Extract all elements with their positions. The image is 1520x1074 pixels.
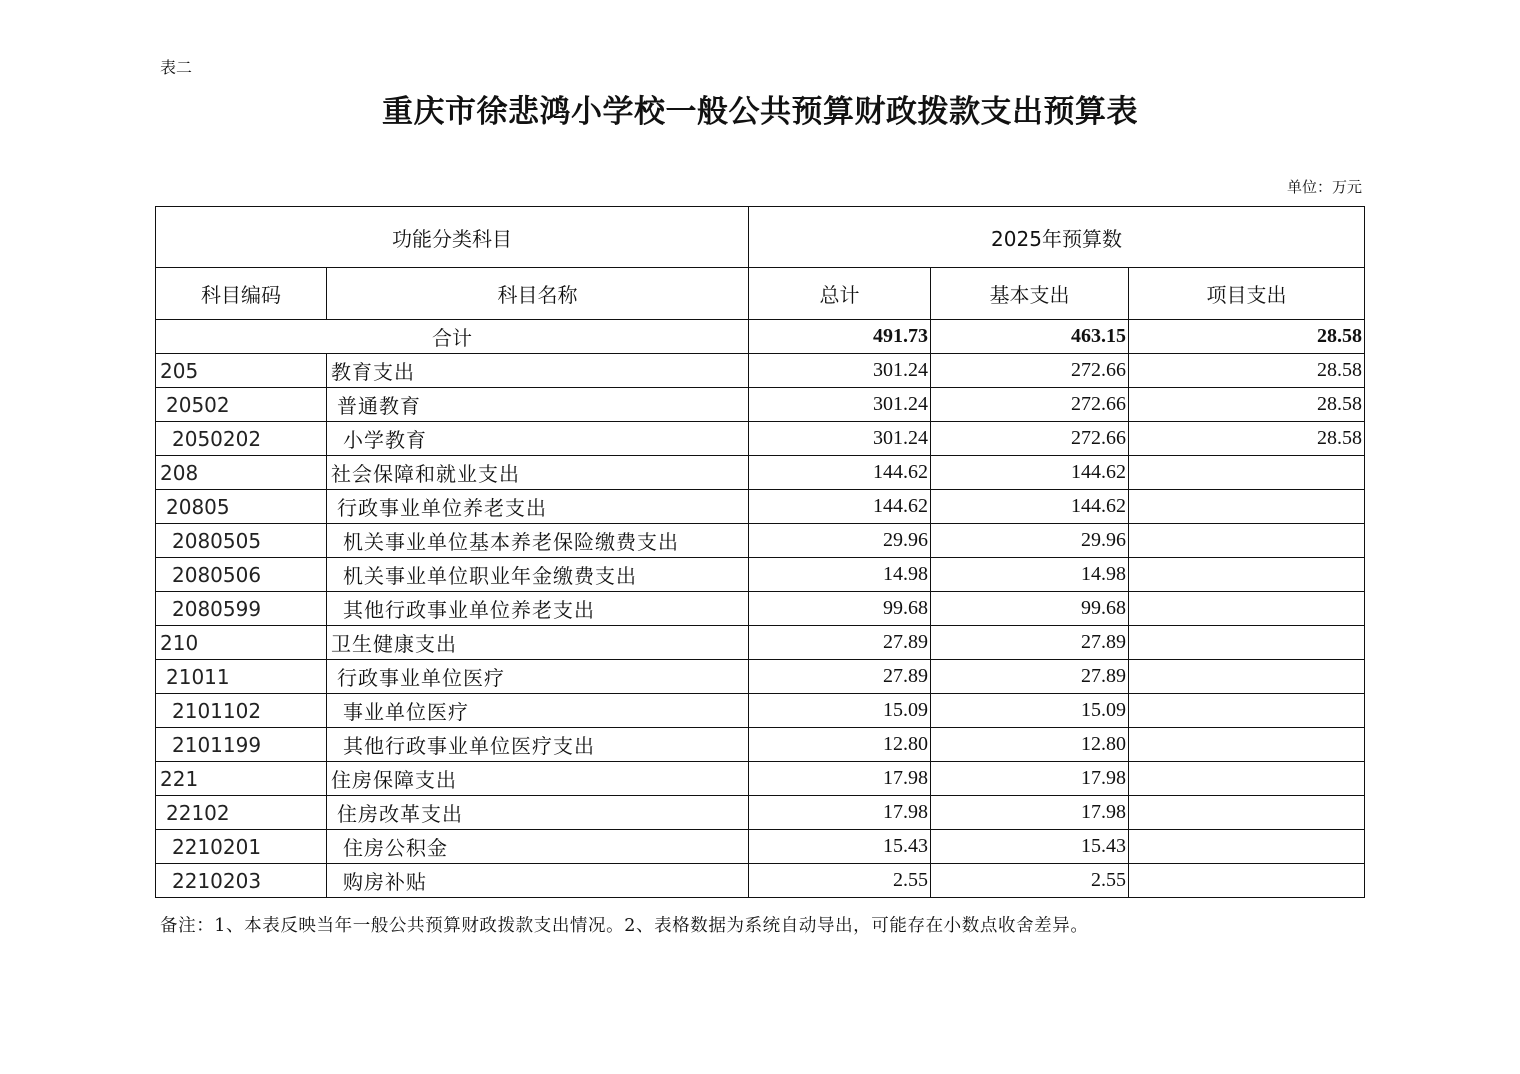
- row-name: 行政事业单位医疗: [327, 660, 749, 694]
- row-project: 28.58: [1129, 422, 1365, 456]
- table-number-label: 表二: [160, 58, 193, 77]
- row-total: 14.98: [749, 558, 931, 592]
- header-project: 项目支出: [1129, 268, 1365, 320]
- row-project: [1129, 456, 1365, 490]
- table-row: [156, 422, 1365, 456]
- row-basic: 144.62: [931, 456, 1129, 490]
- row-code: 21011: [156, 660, 327, 694]
- row-basic: 2.55: [931, 864, 1129, 898]
- row-basic: 15.09: [931, 694, 1129, 728]
- row-project: [1129, 762, 1365, 796]
- row-total: 2.55: [749, 864, 931, 898]
- row-code: 2080599: [156, 592, 327, 626]
- table-row: [156, 762, 1365, 796]
- row-basic: 29.96: [931, 524, 1129, 558]
- row-project: [1129, 558, 1365, 592]
- header-row-group: [156, 207, 1365, 268]
- row-code: 20502: [156, 388, 327, 422]
- row-name: 购房补贴: [327, 864, 749, 898]
- row-basic: 99.68: [931, 592, 1129, 626]
- total-basic: 463.15: [931, 320, 1129, 354]
- unit-label: 单位：万元: [1286, 178, 1362, 196]
- row-basic: 27.89: [931, 626, 1129, 660]
- total-label: 合计: [156, 320, 749, 354]
- page-title: 重庆市徐悲鸿小学校一般公共预算财政拨款支出预算表: [382, 94, 1138, 130]
- row-project: [1129, 796, 1365, 830]
- row-code: 208: [156, 456, 327, 490]
- row-code: 22102: [156, 796, 327, 830]
- table-row: [156, 456, 1365, 490]
- row-total: 17.98: [749, 796, 931, 830]
- row-total: 99.68: [749, 592, 931, 626]
- total-project: 28.58: [1129, 320, 1365, 354]
- row-basic: 17.98: [931, 762, 1129, 796]
- row-project: [1129, 728, 1365, 762]
- row-name: 住房改革支出: [327, 796, 749, 830]
- table-row: [156, 388, 1365, 422]
- row-code: 205: [156, 354, 327, 388]
- row-name: 其他行政事业单位养老支出: [327, 592, 749, 626]
- total-amount: 491.73: [749, 320, 931, 354]
- header-total: 总计: [749, 268, 931, 320]
- row-name: 卫生健康支出: [327, 626, 749, 660]
- row-code: 2210201: [156, 830, 327, 864]
- row-name: 其他行政事业单位医疗支出: [327, 728, 749, 762]
- row-basic: 272.66: [931, 422, 1129, 456]
- row-total: 144.62: [749, 456, 931, 490]
- row-code: 2080505: [156, 524, 327, 558]
- row-total: 27.89: [749, 626, 931, 660]
- row-basic: 272.66: [931, 354, 1129, 388]
- table-row: [156, 626, 1365, 660]
- row-name: 普通教育: [327, 388, 749, 422]
- row-name: 住房保障支出: [327, 762, 749, 796]
- row-project: [1129, 524, 1365, 558]
- row-total: 301.24: [749, 388, 931, 422]
- row-name: 社会保障和就业支出: [327, 456, 749, 490]
- row-code: 2080506: [156, 558, 327, 592]
- table-row: [156, 524, 1365, 558]
- row-total: 12.80: [749, 728, 931, 762]
- table-row: [156, 694, 1365, 728]
- row-name: 住房公积金: [327, 830, 749, 864]
- row-project: [1129, 864, 1365, 898]
- row-code: 221: [156, 762, 327, 796]
- header-row-columns: [156, 268, 1365, 320]
- table-row: [156, 796, 1365, 830]
- row-total: 15.09: [749, 694, 931, 728]
- row-total: 144.62: [749, 490, 931, 524]
- row-code: 20805: [156, 490, 327, 524]
- header-basic: 基本支出: [931, 268, 1129, 320]
- row-project: [1129, 626, 1365, 660]
- row-total: 301.24: [749, 422, 931, 456]
- row-code: 2050202: [156, 422, 327, 456]
- header-code: 科目编码: [156, 268, 327, 320]
- table-row: [156, 592, 1365, 626]
- row-name: 机关事业单位基本养老保险缴费支出: [327, 524, 749, 558]
- row-project: [1129, 830, 1365, 864]
- row-project: 28.58: [1129, 354, 1365, 388]
- row-basic: 15.43: [931, 830, 1129, 864]
- header-name: 科目名称: [327, 268, 749, 320]
- table-row: [156, 864, 1365, 898]
- row-project: [1129, 694, 1365, 728]
- footnote: 备注：1、本表反映当年一般公共预算财政拨款支出情况。2、表格数据为系统自动导出，可能存在小数点收舍差异。: [160, 916, 1089, 936]
- row-basic: 14.98: [931, 558, 1129, 592]
- row-total: 29.96: [749, 524, 931, 558]
- row-total: 17.98: [749, 762, 931, 796]
- budget-table: [155, 206, 1365, 898]
- row-code: 2101199: [156, 728, 327, 762]
- table-row: [156, 830, 1365, 864]
- row-name: 行政事业单位养老支出: [327, 490, 749, 524]
- row-project: [1129, 660, 1365, 694]
- row-name: 教育支出: [327, 354, 749, 388]
- row-basic: 272.66: [931, 388, 1129, 422]
- row-basic: 27.89: [931, 660, 1129, 694]
- row-code: 210: [156, 626, 327, 660]
- row-basic: 17.98: [931, 796, 1129, 830]
- row-total: 27.89: [749, 660, 931, 694]
- table-row: [156, 728, 1365, 762]
- row-total: 301.24: [749, 354, 931, 388]
- header-budget-year: 2025年预算数: [749, 207, 1365, 268]
- table-row: [156, 354, 1365, 388]
- total-row: [156, 320, 1365, 354]
- table-row: [156, 490, 1365, 524]
- row-basic: 144.62: [931, 490, 1129, 524]
- row-code: 2101102: [156, 694, 327, 728]
- table-row: [156, 660, 1365, 694]
- row-project: 28.58: [1129, 388, 1365, 422]
- row-name: 事业单位医疗: [327, 694, 749, 728]
- row-code: 2210203: [156, 864, 327, 898]
- row-project: [1129, 592, 1365, 626]
- table-row: [156, 558, 1365, 592]
- row-project: [1129, 490, 1365, 524]
- header-category: 功能分类科目: [156, 207, 749, 268]
- row-basic: 12.80: [931, 728, 1129, 762]
- row-name: 小学教育: [327, 422, 749, 456]
- row-total: 15.43: [749, 830, 931, 864]
- row-name: 机关事业单位职业年金缴费支出: [327, 558, 749, 592]
